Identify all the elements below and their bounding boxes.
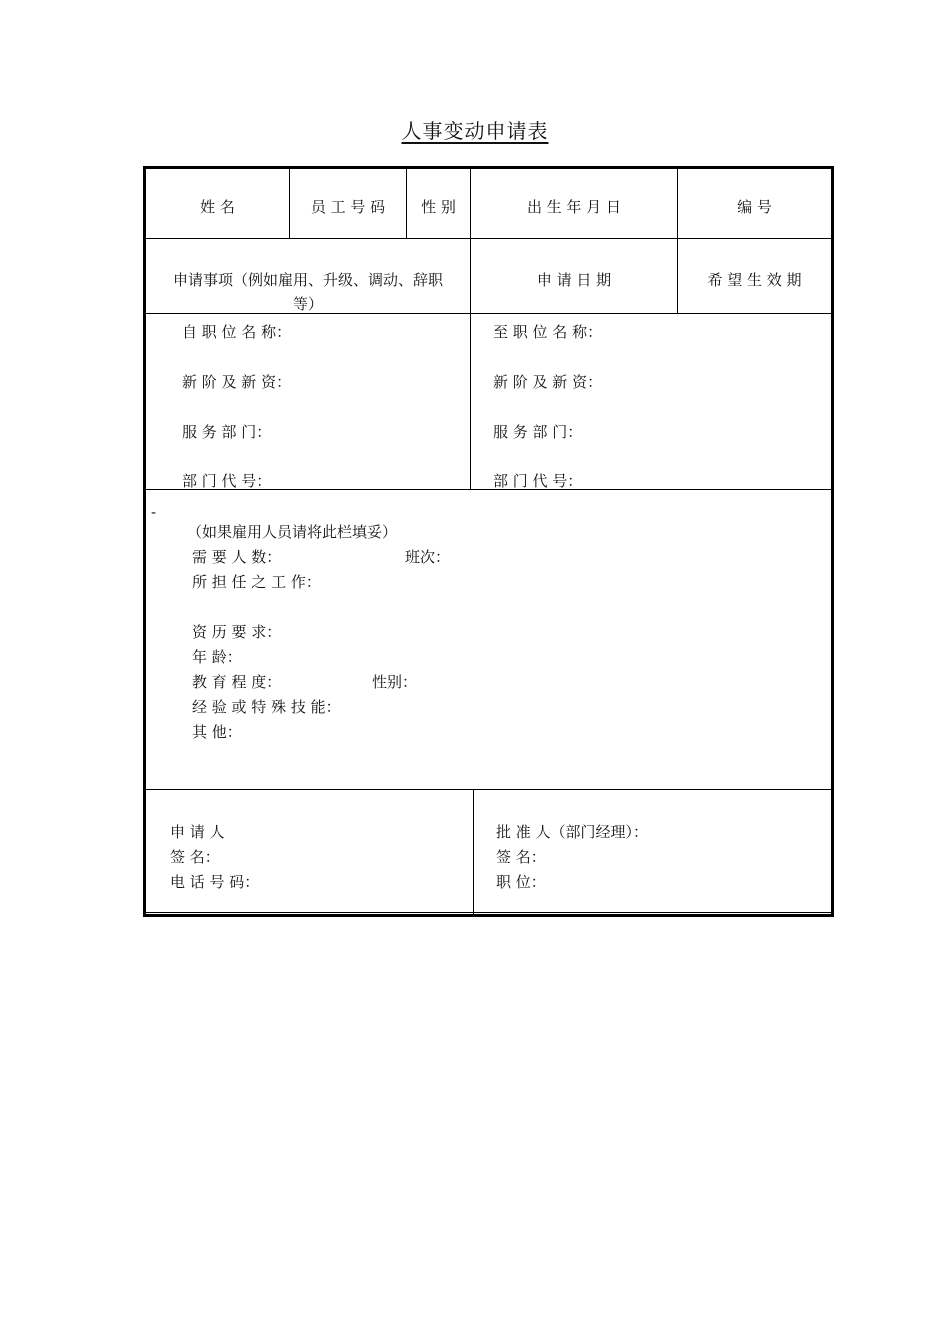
to-dept-code: 部 门 代 号： <box>493 472 583 490</box>
request-item-line1: 申请事项（例如雇用、升级、调动、辞职 <box>172 271 443 289</box>
approver-position: 职 位： <box>496 873 546 891</box>
hiring-education: 教 育 程 度： <box>192 673 282 691</box>
col-rule-4 <box>677 166 678 313</box>
hiring-duties: 所 担 任 之 工 作： <box>192 573 321 591</box>
header-gender: 性 别 <box>421 198 456 216</box>
rule-2 <box>143 313 834 314</box>
border-right <box>831 166 834 917</box>
approver-label: 批 准 人（部门经理）： <box>496 823 649 841</box>
request-apply-date: 申 请 日 期 <box>536 271 612 289</box>
to-department: 服 务 部 门： <box>493 423 583 441</box>
from-department: 服 务 部 门： <box>182 423 272 441</box>
hiring-qualifications: 资 历 要 求： <box>192 623 282 641</box>
approver-sign: 签 名： <box>496 848 546 866</box>
header-serial-no: 编 号 <box>737 198 772 216</box>
hiring-other: 其 他： <box>192 723 242 741</box>
hiring-note: （如果雇用人员请将此栏填妥） <box>187 523 398 541</box>
header-employee-no: 员 工 号 码 <box>310 198 386 216</box>
border-bottom <box>143 914 834 917</box>
col-rule-5 <box>473 789 474 915</box>
personnel-change-form <box>143 166 834 918</box>
applicant-label: 申 请 人 <box>170 823 225 841</box>
hiring-shift: 班次： <box>405 548 451 566</box>
request-effective-date: 希 望 生 效 期 <box>707 271 802 289</box>
request-item-line2: 等） <box>292 295 323 313</box>
applicant-phone: 电 话 号 码： <box>170 873 260 891</box>
header-birth-date: 出 生 年 月 日 <box>526 198 622 216</box>
applicant-sign: 签 名： <box>170 848 220 866</box>
from-grade-salary: 新 阶 及 新 资： <box>182 373 292 391</box>
hiring-age: 年 龄： <box>192 648 242 666</box>
header-name: 姓 名 <box>200 198 235 216</box>
rule-5 <box>143 912 834 913</box>
to-position: 至 职 位 名 称： <box>493 323 603 341</box>
from-position: 自 职 位 名 称： <box>182 323 292 341</box>
form-title: 人事变动申请表 <box>401 119 549 143</box>
hiring-headcount: 需 要 人 数： <box>192 548 282 566</box>
rule-4 <box>143 789 834 790</box>
hiring-dash: - <box>151 503 157 521</box>
to-grade-salary: 新 阶 及 新 资： <box>493 373 603 391</box>
rule-1 <box>143 238 834 239</box>
hiring-experience: 经 验 或 特 殊 技 能： <box>192 698 341 716</box>
from-dept-code: 部 门 代 号： <box>182 472 272 490</box>
hiring-gender: 性别： <box>372 673 418 691</box>
border-top <box>143 166 834 169</box>
